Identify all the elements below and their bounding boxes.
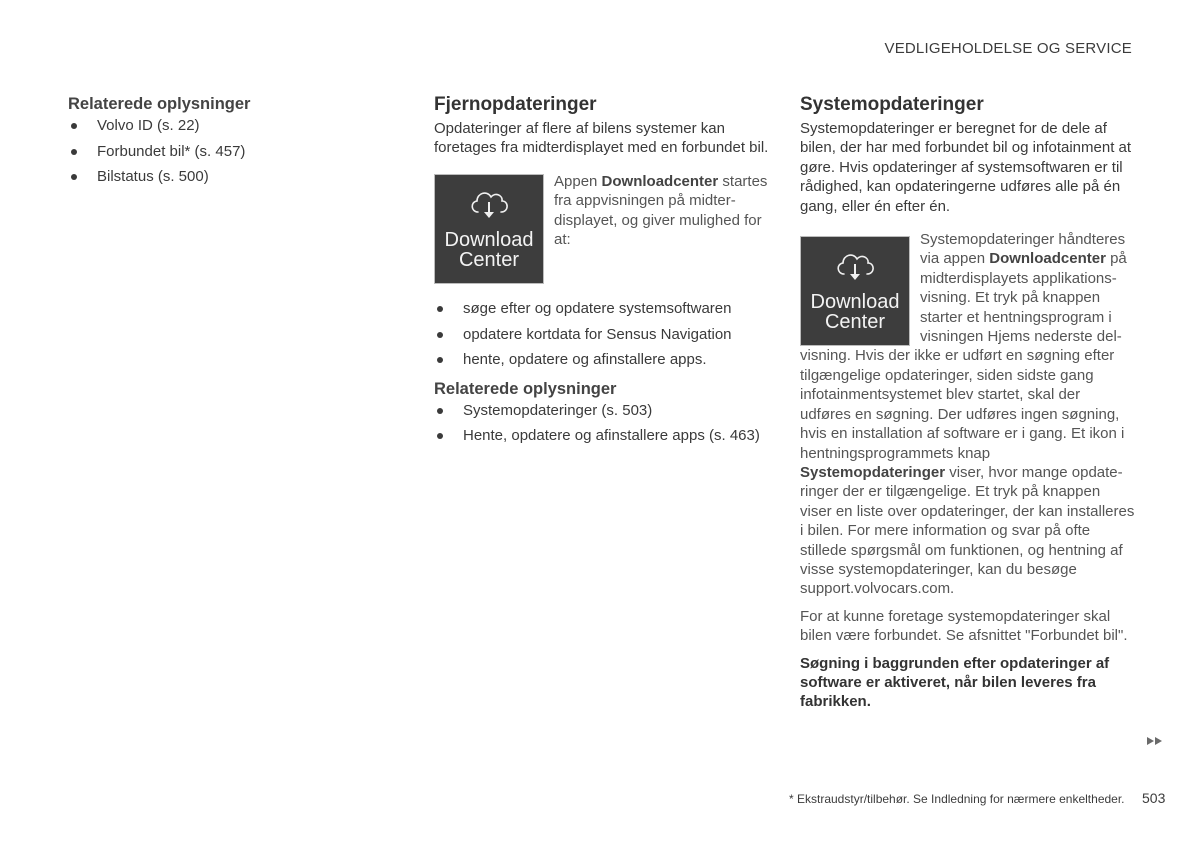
- column-system-updates: [800, 94, 1135, 712]
- list-item[interactable]: Volvo ID (s. 22): [68, 116, 368, 135]
- system-updates-body: [800, 230, 1135, 599]
- download-center-description: [554, 172, 769, 250]
- system-updates-intro: Systemopdateringer er beregnet for de dele af bilen, der har med forbundet bil og infotainment at gøre. Hvis opdateringer af systemsoftwaren er til rådighed, kan opdateringerne udføres alle på én gang, eller én efter én.: [800, 120, 1132, 215]
- background-search-note: Søgning i baggrunden efter opdateringer af software er aktiveret, når bilen leveres fra fabrikken.: [800, 654, 1110, 711]
- download-center-label: [811, 292, 900, 332]
- section-header: VEDLIGEHOLDELSE OG SERVICE: [884, 40, 1132, 57]
- app-name: Downloadcenter: [989, 250, 1106, 268]
- tile-label-line2: Center: [824, 311, 885, 334]
- body-text-2: på midterdisplayets applikationsvisning. Et tryk på knappen starter et hentningsprogram i visningen Hjems nederste delvisning. Hvis der ikke er udført en søgning efter tilgængelige opdateringer, siden sidste gang infotainmentsystemet blev startet, skal der udføres en søgning. Der udføres ingen søgning, hvis en installation af software er i gang. Et ikon i hentningsprogrammets knap: [800, 250, 1127, 462]
- list-item[interactable]: Bilstatus (s. 500): [68, 167, 368, 186]
- cloud-download-icon: [467, 188, 511, 222]
- list-item: opdatere kortdata for Sensus Navigation: [434, 325, 769, 344]
- column-remote-updates: [434, 94, 769, 452]
- download-center-block: [434, 172, 769, 284]
- column-related-info: [68, 94, 368, 193]
- list-item[interactable]: Forbundet bil* (s. 457): [68, 142, 368, 161]
- body-text-1: Systemopdateringer håndteres via appen: [920, 231, 1126, 268]
- system-updates-title: Systemopdateringer: [800, 94, 984, 115]
- system-updates-button-name: Systemopdateringer: [800, 463, 946, 481]
- related-info-list: [68, 116, 368, 187]
- list-item[interactable]: Hente, opdatere og afinstallere apps (s. 463): [434, 426, 769, 445]
- footnote: * Ekstraudstyr/tilbehør. Se Indledning for nærmere enkeltheder.: [789, 792, 1125, 806]
- download-center-tile: [434, 174, 544, 284]
- remote-updates-intro: Opdateringer af flere af bilens systemer kan foretages fra midterdisplayet med en forbundet bil.: [434, 120, 769, 157]
- app-text-before: Appen: [554, 172, 602, 190]
- app-text-after: startes fra appvisningen på midterdisplayet, og giver mulighed for at:: [554, 172, 768, 249]
- related-info-heading: Relaterede oplysninger: [68, 95, 251, 113]
- tile-label-line1: Download: [810, 291, 900, 314]
- list-item: søge efter og opdatere systemsoftwaren: [434, 299, 769, 318]
- double-arrow-right-icon: [1147, 737, 1162, 745]
- list-item: hente, opdatere og afinstallere apps.: [434, 350, 769, 369]
- tile-label-line2: Center: [458, 248, 519, 271]
- tile-label-line1: Download: [444, 228, 534, 251]
- body-text-3: viser, hvor mange opdateringer der er tilgængelige. Et tryk på knappen viser en liste over opdateringer, der kan installeres i bilen. For mere information og svar på ofte stillede spørgsmål om funktionen, og hentning af visse systemopdateringer, kan du besøge support.volvocars.com.: [800, 463, 1135, 598]
- app-name: Downloadcenter: [601, 172, 719, 190]
- download-center-label: [445, 230, 534, 270]
- remote-updates-title: Fjernopdateringer: [434, 94, 597, 115]
- related-info-heading: Relaterede oplysninger: [434, 379, 617, 398]
- page-number: 503: [1142, 790, 1166, 806]
- system-updates-connection-note: For at kunne foretage systemopdateringer skal bilen være forbundet. Se afsnittet "Forbundet bil".: [800, 607, 1128, 645]
- related-info-list: [434, 401, 769, 446]
- download-center-tile: [800, 236, 910, 346]
- capabilities-list: [434, 299, 769, 370]
- list-item[interactable]: Systemopdateringer (s. 503): [434, 401, 769, 420]
- cloud-download-icon: [833, 250, 877, 284]
